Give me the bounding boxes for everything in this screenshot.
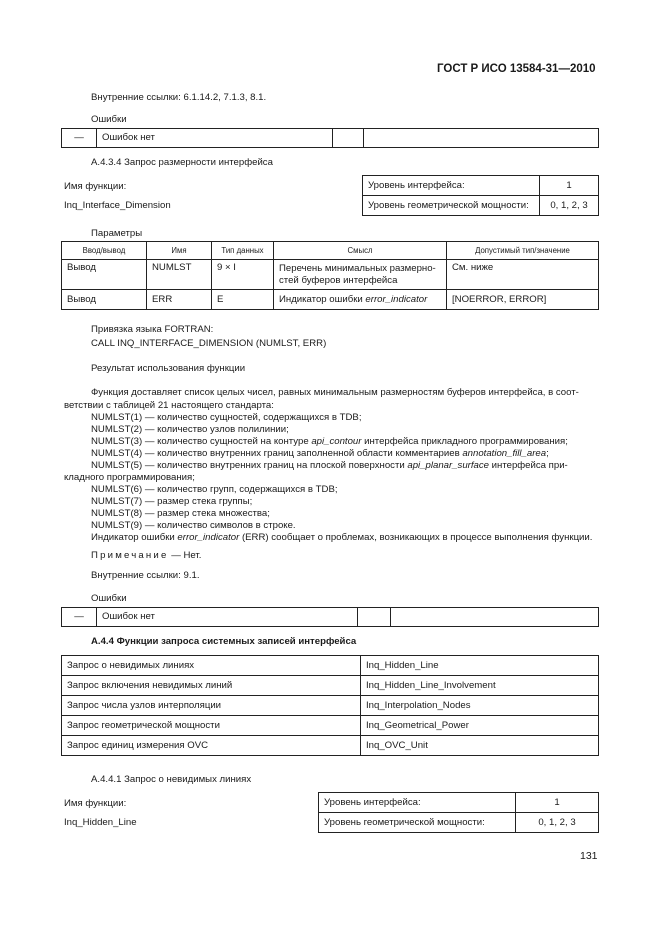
func-name: Inq_Hidden_Line	[64, 817, 137, 828]
level-label: Уровень интерфейса:	[319, 793, 516, 813]
errors-cell-empty	[391, 608, 599, 627]
list-item: NUMLST(8) — размер стека множества;	[91, 508, 270, 519]
list-item: NUMLST(4) — количество внутренних границ заполненной области комментариев annotation_fill_area;	[91, 448, 549, 459]
level-table	[318, 792, 599, 833]
func-name: Inq_Interface_Dimension	[64, 200, 171, 211]
table-row	[62, 656, 599, 676]
func-id: Inq_Interpolation_Nodes	[361, 696, 599, 716]
level-label: Уровень геометрической мощности:	[319, 813, 516, 833]
errors-cell-empty	[364, 129, 599, 148]
list-item-cont: кладного программирования;	[64, 472, 195, 483]
func-desc: Запрос о невидимых линиях	[62, 656, 361, 676]
level-table	[362, 175, 599, 216]
fortran-label: Привязка языка FORTRAN:	[91, 324, 214, 335]
list-item: NUMLST(3) — количество сущностей на контуре api_contour интерфейса прикладного программирования;	[91, 436, 568, 447]
page-number: 131	[580, 850, 598, 862]
level-label: Уровень геометрической мощности:	[363, 196, 540, 216]
table-row	[62, 716, 599, 736]
cell-allowed: [NOERROR, ERROR]	[447, 290, 599, 310]
paragraph-line: Функция доставляет список целых чисел, равных минимальным размерностям буферов интерфейса, в соот-	[91, 387, 579, 398]
list-item: NUMLST(9) — количество символов в строке.	[91, 520, 296, 531]
table-row	[363, 176, 599, 196]
func-id: Inq_Geometrical_Power	[361, 716, 599, 736]
table-row	[363, 196, 599, 216]
params-table	[61, 241, 599, 310]
paragraph-line: ветствии с таблицей 21 настоящего стандарта:	[64, 400, 274, 411]
cell-name: ERR	[147, 290, 212, 310]
table-row	[319, 793, 599, 813]
col-header: Допустимый тип/значение	[447, 242, 599, 260]
level-value: 0, 1, 2, 3	[516, 813, 599, 833]
func-id: Inq_Hidden_Line	[361, 656, 599, 676]
list-item: NUMLST(1) — количество сущностей, содержащихся в TDB;	[91, 412, 362, 423]
cell-meaning: Перечень минимальных размерно-стей буферов интерфейса	[274, 260, 447, 290]
table-row	[319, 813, 599, 833]
cell-io: Вывод	[62, 260, 147, 290]
col-header: Тип данных	[212, 242, 274, 260]
level-value: 1	[516, 793, 599, 813]
level-value: 1	[540, 176, 599, 196]
table-row	[62, 696, 599, 716]
errors-table	[61, 128, 599, 148]
func-desc: Запрос единиц измерения OVC	[62, 736, 361, 756]
errors-text: Ошибок нет	[97, 129, 333, 148]
list-item: NUMLST(2) — количество узлов полилинии;	[91, 424, 289, 435]
func-desc: Запрос включения невидимых линий	[62, 676, 361, 696]
table-row	[62, 260, 599, 290]
col-header: Смысл	[274, 242, 447, 260]
cell-name: NUMLST	[147, 260, 212, 290]
section-title: А.4.4.1 Запрос о невидимых линиях	[91, 774, 252, 785]
error-indicator-note: Индикатор ошибки error_indicator (ERR) сообщает о проблемах, возникающих в процессе выполнения функции.	[91, 532, 593, 543]
section-title: А.4.3.4 Запрос размерности интерфейса	[91, 157, 273, 168]
fortran-call: CALL INQ_INTERFACE_DIMENSION (NUMLST, ERR)	[91, 338, 327, 349]
table-row	[62, 736, 599, 756]
func-desc: Запрос числа узлов интерполяции	[62, 696, 361, 716]
internal-refs: Внутренние ссылки: 6.1.14.2, 7.1.3, 8.1.	[91, 92, 267, 103]
col-header: Ввод/вывод	[62, 242, 147, 260]
func-label: Имя функции:	[64, 798, 127, 809]
internal-refs: Внутренние ссылки: 9.1.	[91, 570, 200, 581]
col-header: Имя	[147, 242, 212, 260]
cell-type: E	[212, 290, 274, 310]
cell-allowed: См. ниже	[447, 260, 599, 290]
document-id: ГОСТ Р ИСО 13584-31—2010	[437, 63, 596, 75]
func-id: Inq_Hidden_Line_Involvement	[361, 676, 599, 696]
params-heading: Параметры	[91, 228, 143, 239]
note: Примечание — Нет.	[91, 550, 202, 561]
level-value: 0, 1, 2, 3	[540, 196, 599, 216]
table-header-row	[62, 242, 599, 260]
list-item: NUMLST(5) — количество внутренних границ на плоской поверхности api_planar_surface интерфейса при-	[91, 460, 568, 471]
cell-meaning: Индикатор ошибки error_indicator	[274, 290, 447, 310]
errors-dash: —	[62, 608, 97, 627]
table-row	[62, 290, 599, 310]
functions-table	[61, 655, 599, 756]
result-heading: Результат использования функции	[91, 363, 246, 374]
func-desc: Запрос геометрической мощности	[62, 716, 361, 736]
errors-heading: Ошибки	[91, 114, 127, 125]
errors-table	[61, 607, 599, 627]
cell-type: 9 × I	[212, 260, 274, 290]
table-row	[62, 129, 599, 148]
table-row	[62, 608, 599, 627]
errors-heading: Ошибки	[91, 593, 127, 604]
errors-cell-empty	[333, 129, 364, 148]
errors-text: Ошибок нет	[97, 608, 358, 627]
errors-dash: —	[62, 129, 97, 148]
cell-io: Вывод	[62, 290, 147, 310]
table-row	[62, 676, 599, 696]
list-item: NUMLST(7) — размер стека группы;	[91, 496, 253, 507]
errors-cell-empty	[358, 608, 391, 627]
section-title: А.4.4 Функции запроса системных записей интерфейса	[91, 636, 357, 647]
level-label: Уровень интерфейса:	[363, 176, 540, 196]
list-item: NUMLST(6) — количество групп, содержащихся в TDB;	[91, 484, 338, 495]
func-label: Имя функции:	[64, 181, 127, 192]
func-id: Inq_OVC_Unit	[361, 736, 599, 756]
